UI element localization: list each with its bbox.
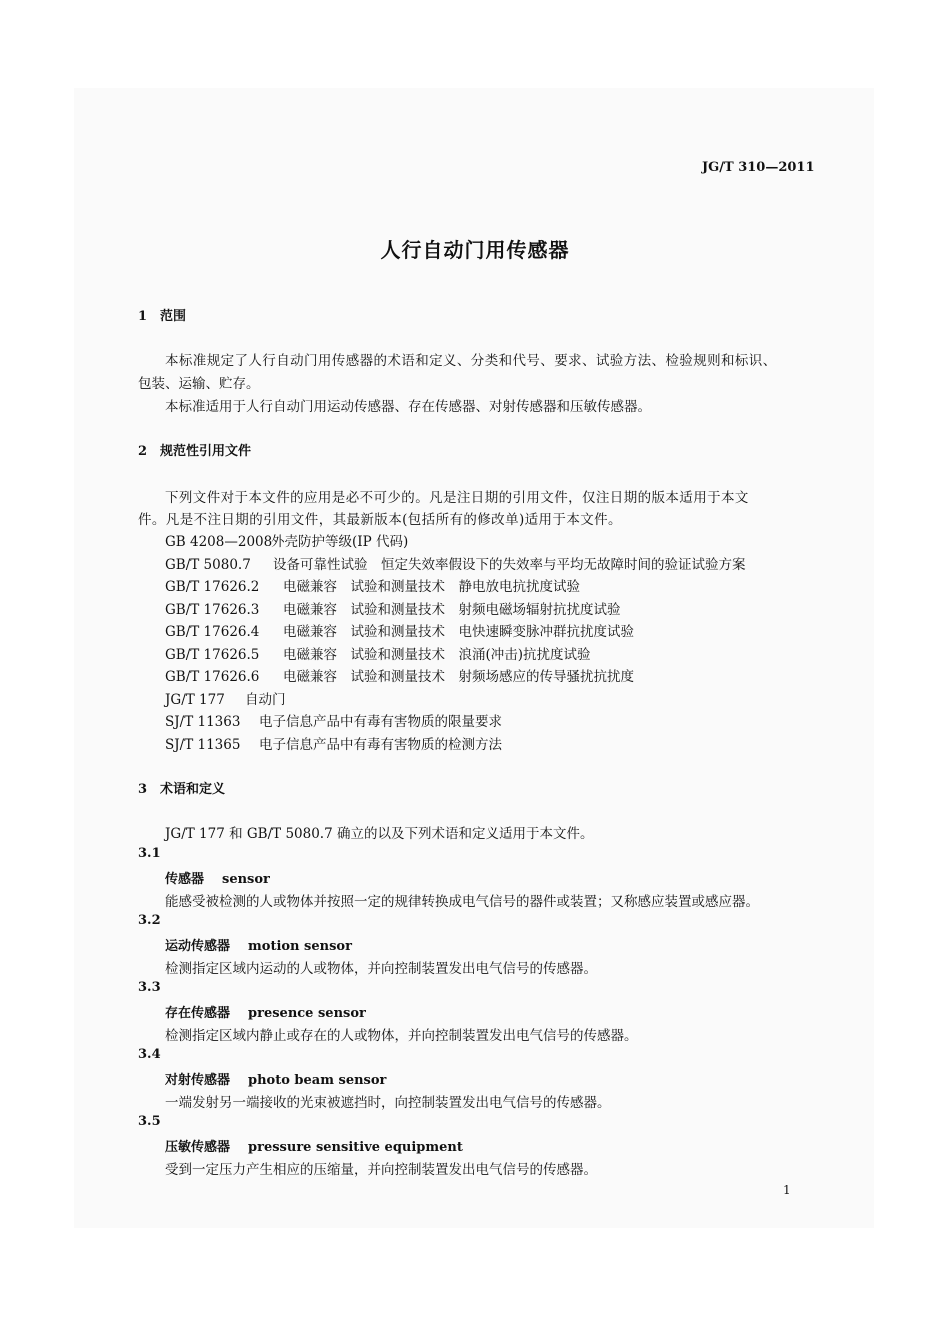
reference-title: 电子信息产品中有毒有害物质的限量要求 [259,714,502,730]
reference-title: 电磁兼容 试验和测量技术 电快速瞬变脉冲群抗扰度试验 [283,624,634,640]
term-zh: 压敏传感器 [165,1140,231,1155]
reference-title: 电子信息产品中有毒有害物质的检测方法 [259,737,502,753]
reference-item [165,553,746,573]
reference-item [165,575,580,595]
paragraph: 件。凡是不注日期的引用文件，其最新版本(包括所有的修改单)适用于本文件。 [138,512,622,528]
term-heading [165,935,352,954]
section-number: 2 [138,444,148,459]
term-number: 3.1 [138,846,161,861]
reference-code: GB 4208—2008 [165,534,273,550]
term-number: 3.4 [138,1047,161,1062]
reference-code: SJ/T 11363 [165,714,241,730]
document-title: 人行自动门用传感器 [380,238,570,262]
reference-title: 设备可靠性试验 恒定失效率假设下的失效率与平均无故障时间的验证试验方案 [273,557,746,573]
reference-code: JG/T 177 [165,692,225,708]
reference-code: GB/T 17626.4 [165,624,260,640]
term-zh: 运动传感器 [165,939,231,954]
section-1-heading [138,305,186,324]
term-en: pressure sensitive equipment [248,1140,463,1155]
term-heading [165,868,270,887]
reference-item [165,710,502,730]
section-title: 规范性引用文件 [160,444,252,459]
paragraph: 本标准适用于人行自动门用运动传感器、存在传感器、对射传感器和压敏传感器。 [165,399,651,415]
reference-code: SJ/T 11365 [165,737,241,753]
term-definition: 检测指定区域内运动的人或物体，并向控制装置发出电气信号的传感器。 [165,961,597,977]
paragraph: 下列文件对于本文件的应用是必不可少的。凡是注日期的引用文件，仅注日期的版本适用于本文 [165,490,749,506]
reference-title: 电磁兼容 试验和测量技术 射频电磁场辐射抗扰度试验 [283,602,621,618]
term-en: sensor [222,872,270,887]
paragraph: JG/T 177 和 GB/T 5080.7 确立的以及下列术语和定义适用于本文件。 [165,826,594,842]
reference-code: GB/T 17626.6 [165,669,260,685]
reference-item [165,598,621,618]
term-number: 3.2 [138,913,161,928]
reference-title: 电磁兼容 试验和测量技术 静电放电抗扰度试验 [283,579,580,595]
term-number: 3.5 [138,1114,161,1129]
paragraph: 包装、运输、贮存。 [138,376,260,392]
standard-code: JG/T 310—2011 [702,160,815,175]
term-en: presence sensor [248,1006,366,1021]
reference-code: GB/T 17626.2 [165,579,260,595]
reference-title: 自动门 [245,692,286,708]
page-number: 1 [783,1183,791,1197]
section-number: 1 [138,309,148,324]
term-heading [165,1136,463,1155]
term-zh: 传感器 [165,872,205,887]
term-en: motion sensor [248,939,352,954]
reference-item [165,688,286,708]
term-zh: 对射传感器 [165,1073,231,1088]
term-number: 3.3 [138,980,161,995]
reference-code: GB/T 17626.5 [165,647,260,663]
reference-title: 电磁兼容 试验和测量技术 射频场感应的传导骚扰抗扰度 [283,669,634,685]
reference-title: 电磁兼容 试验和测量技术 浪涌(冲击)抗扰度试验 [283,647,591,663]
reference-item [165,665,634,685]
reference-item [165,643,591,663]
reference-code: GB/T 5080.7 [165,557,251,573]
section-2-heading [138,440,251,459]
term-zh: 存在传感器 [165,1006,231,1021]
paragraph: 本标准规定了人行自动门用传感器的术语和定义、分类和代号、要求、试验方法、检验规则和标识、 [165,353,777,369]
term-definition: 受到一定压力产生相应的压缩量，并向控制装置发出电气信号的传感器。 [165,1162,597,1178]
reference-code: GB/T 17626.3 [165,602,260,618]
term-definition: 能感受被检测的人或物体并按照一定的规律转换成电气信号的器件或装置；又称感应装置或感应器。 [165,894,759,910]
term-heading [165,1002,366,1021]
term-definition: 检测指定区域内静止或存在的人或物体，并向控制装置发出电气信号的传感器。 [165,1028,638,1044]
reference-title: 外壳防护等级(IP 代码) [271,534,409,550]
reference-item [165,733,502,753]
term-heading [165,1069,386,1088]
term-definition: 一端发射另一端接收的光束被遮挡时，向控制装置发出电气信号的传感器。 [165,1095,611,1111]
section-title: 范围 [160,309,187,324]
section-number: 3 [138,782,148,797]
term-en: photo beam sensor [248,1073,387,1088]
reference-item [165,620,634,640]
section-title: 术语和定义 [160,782,226,797]
reference-item [165,530,408,550]
section-3-heading [138,778,225,797]
